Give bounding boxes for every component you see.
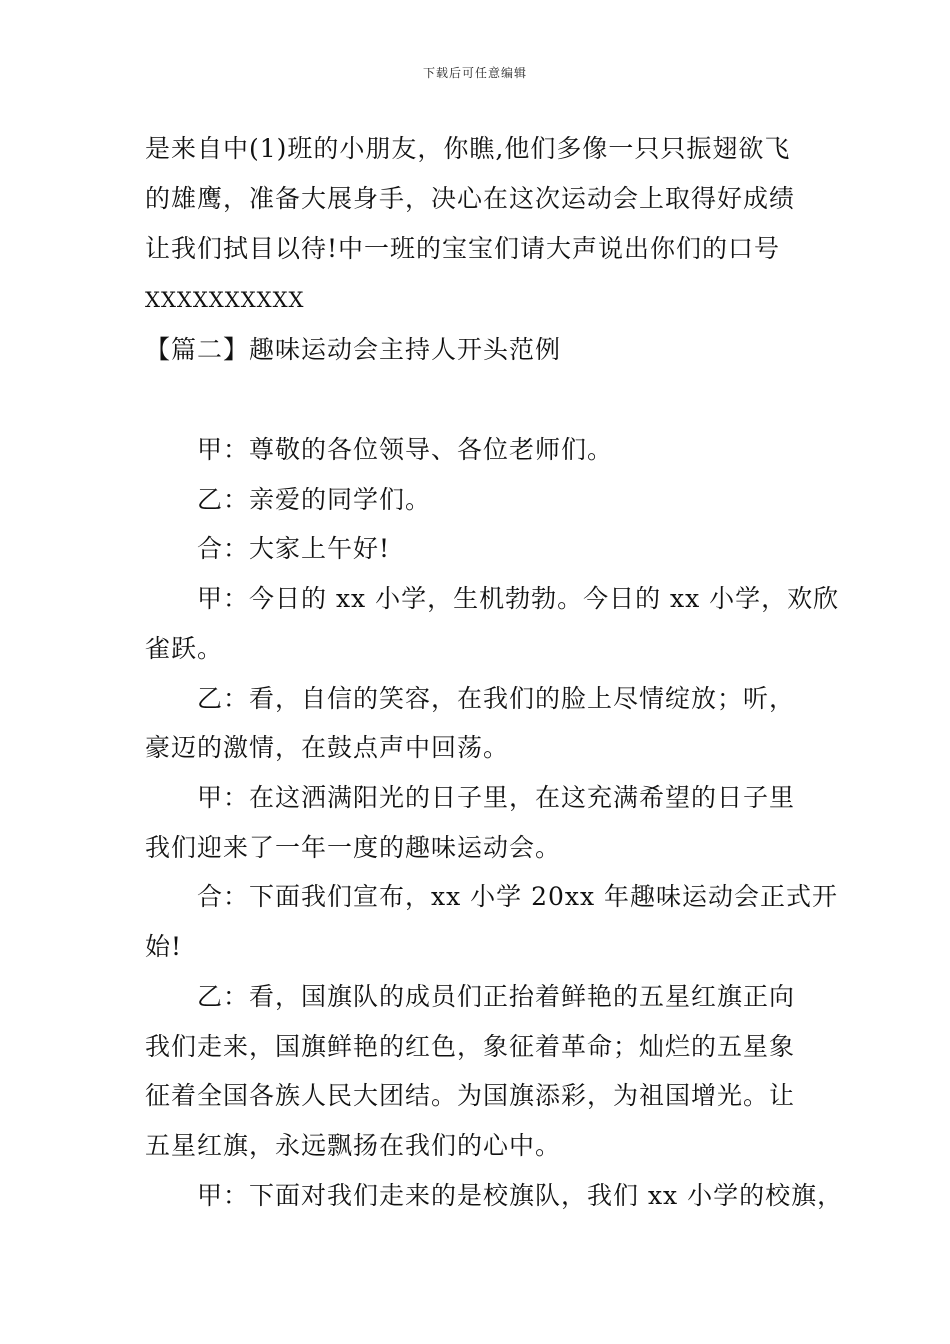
text-line: 乙：看，国旗队的成员们正抬着鲜艳的五星红旗正向 — [197, 982, 796, 1011]
text-line: 始! — [145, 932, 183, 961]
text-line: 是来自中(1)班的小朋友，你瞧,他们多像一只只振翅欲飞 — [145, 134, 791, 163]
text-line: 我们走来，国旗鲜艳的红色，象征着革命；灿烂的五星象 — [145, 1032, 796, 1061]
text-line: 乙：亲爱的同学们。 — [197, 485, 432, 514]
text-line: 甲：下面对我们走来的是校旗队，我们 xx 小学的校旗， — [197, 1181, 844, 1210]
text-line: 雀跃。 — [145, 634, 224, 663]
section-heading: 【篇二】趣味运动会主持人开头范例 — [145, 335, 562, 364]
page-header: 下载后可任意编辑 — [422, 66, 527, 80]
text-line: 征着全国各族人民大团结。为国旗添彩，为祖国增光。让 — [145, 1081, 796, 1110]
text-line: 五星红旗，永远飘扬在我们的心中。 — [145, 1131, 562, 1160]
text-line: 我们迎来了一年一度的趣味运动会。 — [145, 833, 562, 862]
text-line: 乙：看，自信的笑容，在我们的脸上尽情绽放；听， — [197, 684, 796, 713]
text-line: 甲：在这洒满阳光的日子里，在这充满希望的日子里 — [197, 783, 796, 812]
text-line: 让我们拭目以待!中一班的宝宝们请大声说出你们的口号 — [145, 234, 781, 263]
text-line: 合：大家上午好! — [197, 534, 391, 563]
text-line: 合：下面我们宣布，xx 小学 20xx 年趣味运动会正式开 — [197, 882, 839, 911]
text-line: 的雄鹰，准备大展身手，决心在这次运动会上取得好成绩 — [145, 184, 796, 213]
text-line: 甲：今日的 xx 小学，生机勃勃。今日的 xx 小学，欢欣 — [197, 584, 840, 613]
text-line: 甲：尊敬的各位领导、各位老师们。 — [197, 435, 614, 464]
text-line: 豪迈的激情，在鼓点声中回荡。 — [145, 733, 510, 762]
text-line: XXXXXXXXXX — [145, 288, 305, 312]
